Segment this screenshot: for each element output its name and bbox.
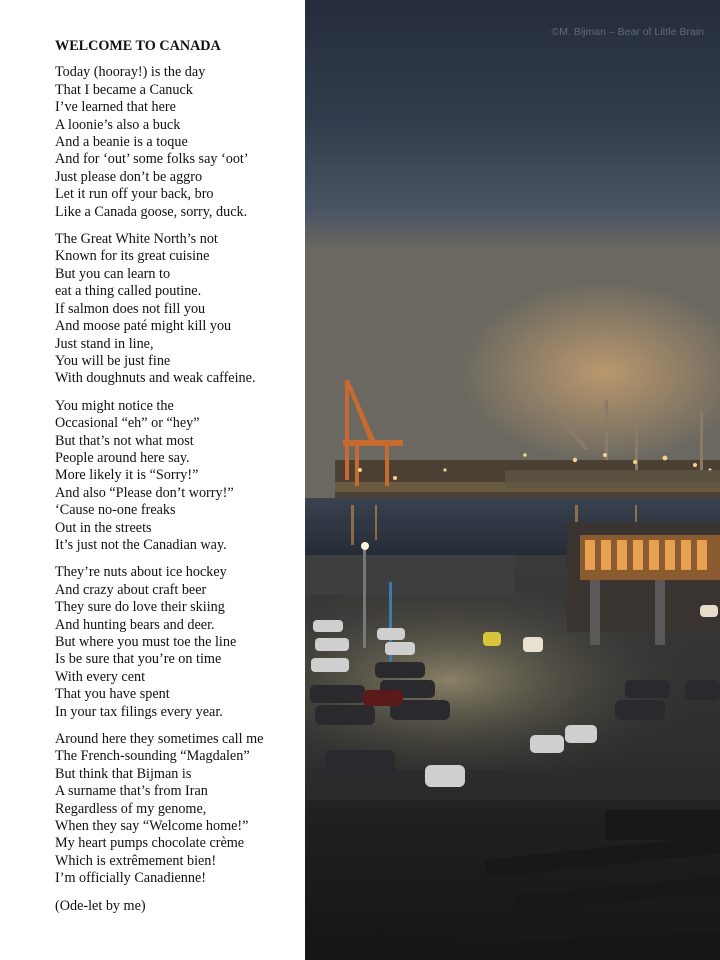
poem-line: eat a thing called poutine. <box>55 283 202 300</box>
poem <box>55 38 305 915</box>
poem-line: They’re nuts about ice hockey <box>55 564 227 581</box>
harbour-night-photo <box>305 0 720 960</box>
poem-line: But you can learn to <box>55 265 171 282</box>
poem-stanza <box>55 731 305 888</box>
poem-stanza <box>55 564 305 721</box>
poem-line: Just stand in line, <box>55 335 154 352</box>
poem-line: Like a Canada goose, sorry, duck. <box>55 203 248 220</box>
poem-line: People around here say. <box>55 449 190 466</box>
terminal-building <box>567 522 720 645</box>
poem-line: And for ‘out’ some folks say ‘oot’ <box>55 151 249 168</box>
poem-line: You might notice the <box>55 397 174 414</box>
poem-line: When they say “Welcome home!” <box>55 818 249 835</box>
poem-footer: (Ode-let by me) <box>55 897 146 914</box>
poem-line: And also “Please don’t worry!” <box>55 484 234 501</box>
poem-line: Around here they sometimes call me <box>55 731 264 748</box>
poem-line: And crazy about craft beer <box>55 581 207 598</box>
poem-line: I’ve learned that here <box>55 99 176 116</box>
poem-line: With every cent <box>55 668 146 685</box>
poem-line: But where you must toe the line <box>55 634 237 650</box>
poem-line: The French-sounding “Magdalen” <box>55 748 250 765</box>
poem-line: ‘Cause no-one freaks <box>55 502 176 519</box>
poem-line: They sure do love their skiing <box>55 599 225 616</box>
photo-watermark: ©M. Bijman – Bear of Little Brain <box>551 26 704 38</box>
poem-line: You will be just fine <box>55 352 171 369</box>
poem-stanza <box>55 64 305 221</box>
poem-line: A surname that’s from Iran <box>55 783 208 800</box>
poem-panel <box>0 0 305 960</box>
poem-line: I’m officially Canadienne! <box>55 870 207 887</box>
poem-line: That I became a Canuck <box>55 81 193 98</box>
poem-line: A loonie’s also a buck <box>55 116 181 133</box>
poem-line: Which is extrêmement bien! <box>55 852 217 869</box>
poem-line: And hunting bears and deer. <box>55 616 215 633</box>
poem-stanza <box>55 398 305 555</box>
poem-line: That you have spent <box>55 686 170 703</box>
poem-line: Just please don’t be aggro <box>55 168 203 185</box>
poem-title: WELCOME TO CANADA <box>55 38 221 54</box>
poem-line: And a beanie is a toque <box>55 134 188 151</box>
poem-line: The Great White North’s not <box>55 231 218 248</box>
poem-line: With doughnuts and weak caffeine. <box>55 370 256 387</box>
poem-line: Occasional “eh” or “hey” <box>55 415 200 432</box>
poem-line: But that’s not what most <box>55 432 194 449</box>
poem-line: Is be sure that you’re on time <box>55 651 222 668</box>
poem-line: In your tax filings every year. <box>55 703 223 720</box>
poem-stanzas <box>55 64 305 887</box>
photo-illustration <box>305 0 720 960</box>
poem-line: More likely it is “Sorry!” <box>55 467 199 484</box>
poem-line: Today (hooray!) is the day <box>55 64 206 81</box>
poem-line: Let it run off your back, bro <box>55 186 214 203</box>
warehouse-roof <box>305 555 515 595</box>
poem-line: My heart pumps chocolate crème <box>55 835 245 852</box>
poem-line: Out in the streets <box>55 519 152 536</box>
poem-line: Regardless of my genome, <box>55 800 207 817</box>
poem-line: But think that Bijman is <box>55 765 192 782</box>
poem-line: Known for its great cuisine <box>55 248 210 265</box>
poem-line: It’s just not the Canadian way. <box>55 536 227 553</box>
poem-stanza <box>55 231 305 388</box>
poem-line: If salmon does not fill you <box>55 300 206 317</box>
poem-line: And moose paté might kill you <box>55 318 232 335</box>
